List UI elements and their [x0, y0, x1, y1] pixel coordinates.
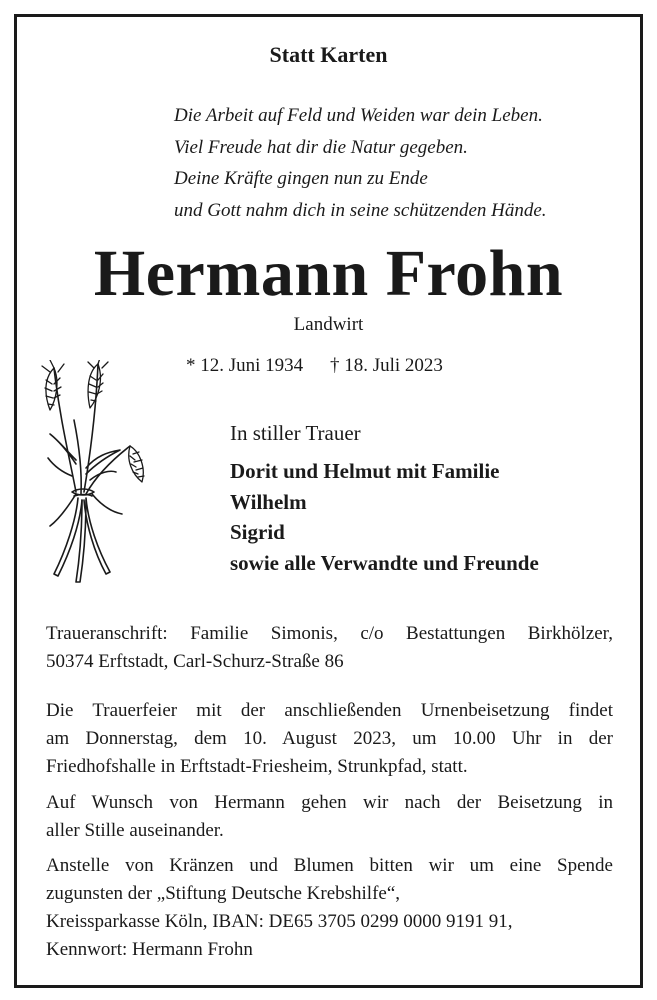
life-dates: [186, 355, 443, 377]
mourning-address: [46, 620, 613, 676]
death-date: † 18. Juli 2023: [329, 355, 443, 376]
donation-paragraph: [46, 852, 613, 964]
wish-line: aller Stille auseinander.: [46, 820, 224, 841]
poem-line: Viel Freude hat dir die Natur gegeben.: [174, 136, 468, 158]
poem: [174, 100, 547, 226]
address-line: Traueranschrift: Familie Simonis, c/o Bestattungen Birkhölzer,: [46, 623, 613, 644]
mourner-line: Dorit und Helmut mit Familie: [230, 459, 500, 483]
mourner-line: Sigrid: [230, 520, 285, 544]
wish-paragraph: [46, 789, 613, 845]
donation-line: zugunsten der „Stiftung Deutsche Krebshilfe“,: [46, 883, 401, 904]
ceremony-line: am Donnerstag, dem 10. August 2023, um 10.00 Uhr in der: [46, 728, 613, 749]
donation-line: Kreissparkasse Köln, IBAN: DE65 3705 0299 0000 9191 91,: [46, 911, 513, 932]
wish-line: Auf Wunsch von Hermann gehen wir nach der Beisetzung in: [46, 792, 613, 813]
ceremony-line: Friedhofshalle in Erftstadt-Friesheim, Strunkpfad, statt.: [46, 756, 468, 777]
poem-line: Die Arbeit auf Feld und Weiden war dein Leben.: [174, 105, 543, 126]
ceremony-paragraph: [46, 697, 613, 781]
occupation: Landwirt: [293, 314, 364, 335]
wheat-sheaf-icon: [36, 360, 148, 584]
notice-header: Statt Karten: [269, 42, 388, 67]
mourning-label: In stiller Trauer: [230, 421, 361, 445]
birth-date: * 12. Juni 1934: [186, 355, 304, 376]
donation-line: Anstelle von Kränzen und Blumen bitten wir um eine Spende: [46, 855, 613, 876]
mourner-line: sowie alle Verwandte und Freunde: [230, 550, 539, 575]
ceremony-line: Die Trauerfeier mit der anschließenden Urnenbeisetzung findet: [46, 700, 613, 721]
poem-line: und Gott nahm dich in seine schützenden Hände.: [174, 199, 547, 221]
donation-line: Kennwort: Hermann Frohn: [46, 939, 253, 960]
mourners-list: [230, 456, 539, 578]
address-line: 50374 Erftstadt, Carl-Schurz-Straße 86: [46, 651, 344, 672]
poem-line: Deine Kräfte gingen nun zu Ende: [174, 168, 428, 189]
deceased-name: Hermann Frohn: [93, 237, 564, 310]
mourner-line: Wilhelm: [230, 489, 307, 514]
